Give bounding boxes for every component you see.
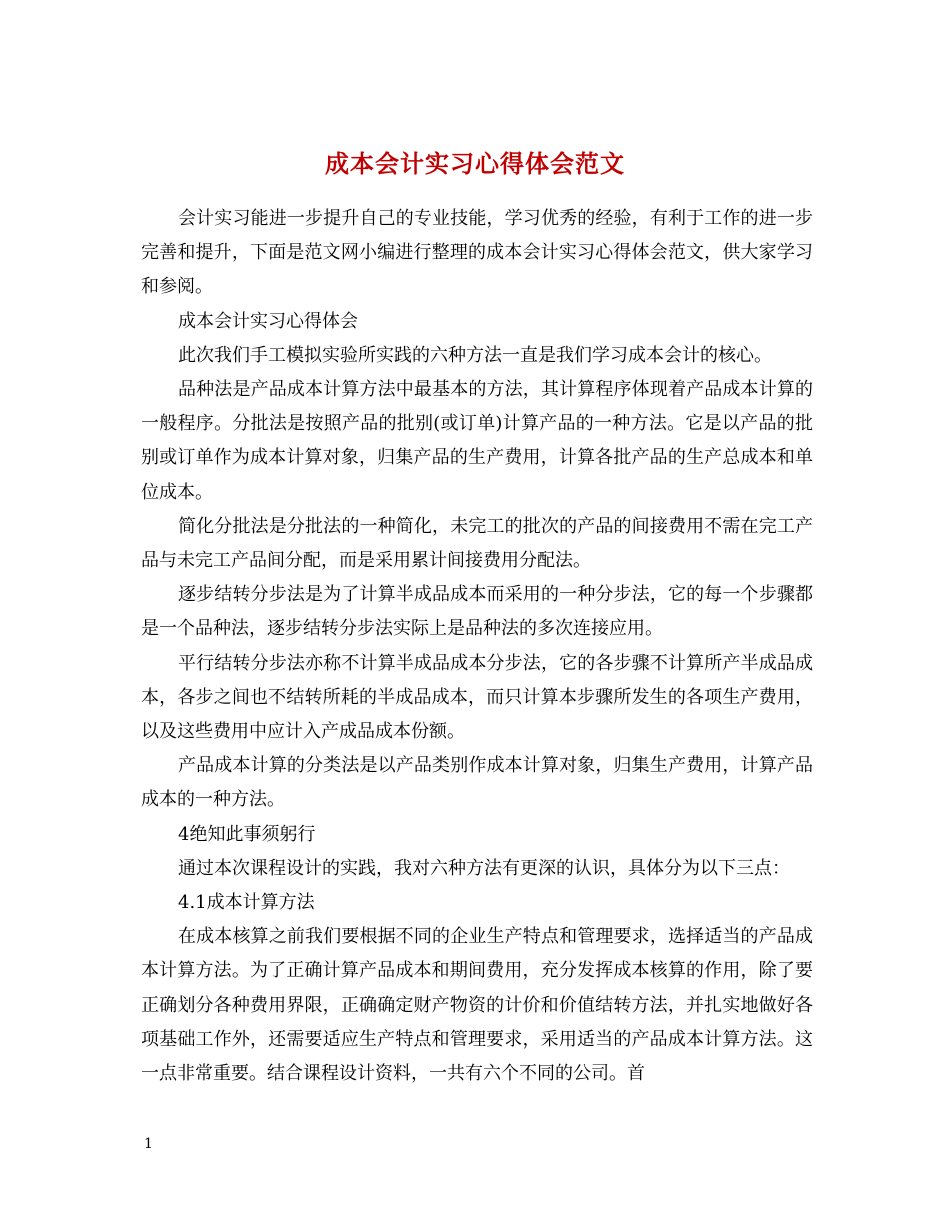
paragraph: 产品成本计算的分类法是以产品类别作成本计算对象，归集生产费用，计算产品成本的一种方法。 bbox=[141, 755, 813, 811]
paragraph: 简化分批法是分批法的一种简化，未完工的批次的产品的间接费用不需在完工产品与未完工产品间分配，而是采用累计间接费用分配法。 bbox=[141, 515, 813, 572]
paragraph: 在成本核算之前我们要根据不同的企业生产特点和管理要求，选择适当的产品成本计算方法。为了正确计算产品成本和期间费用，充分发挥成本核算的作用，除了要正确划分各种费用界限，正确确定财产物资的计价和价值结转方法，并扎实地做好各项基础工作外，还需要适应生产特点和管理要求，采用适当的产品成本计算方法。这一点非常重要。结合课程设计资料，一共有六个不同的公司。首 bbox=[141, 926, 813, 1085]
paragraph: 会计实习能进一步提升自己的专业技能，学习优秀的经验，有利于工作的进一步完善和提升，下面是范文网小编进行整理的成本会计实习心得体会范文，供大家学习和参阅。 bbox=[141, 208, 813, 298]
paragraph: 此次我们手工模拟实验所实践的六种方法一直是我们学习成本会计的核心。 bbox=[178, 344, 772, 366]
subsection-heading: 4.1成本计算方法 bbox=[178, 892, 315, 914]
paragraph: 逐步结转分步法是为了计算半成品成本而采用的一种分步法，它的每一个步骤都是一个品种法，逐步结转分步法实际上是品种法的多次连接应用。 bbox=[141, 584, 813, 640]
section-heading: 4绝知此事须躬行 bbox=[178, 823, 316, 845]
paragraph: 平行结转分步法亦称不计算半成品成本分步法，它的各步骤不计算所产半成品成本，各步之间也不结转所耗的半成品成本，而只计算本步骤所发生的各项生产费用，以及这些费用中应计入产成品成本份额。 bbox=[141, 652, 813, 743]
page-number: 1 bbox=[144, 1136, 153, 1152]
document-body bbox=[141, 202, 813, 1091]
paragraph: 品种法是产品成本计算方法中最基本的方法，其计算程序体现着产品成本计算的一般程序。分批法是按照产品的批别(或订单)计算产品的一种方法。它是以产品的批别或订单作为成本计算对象，归集产品的生产费用，计算各批产品的生产总成本和单位成本。 bbox=[141, 379, 813, 503]
paragraph: 成本会计实习心得体会 bbox=[178, 310, 358, 332]
document-title: 成本会计实习心得体会范文 bbox=[325, 149, 625, 179]
paragraph: 通过本次课程设计的实践，我对六种方法有更深的认识，具体分为以下三点： bbox=[178, 857, 790, 879]
